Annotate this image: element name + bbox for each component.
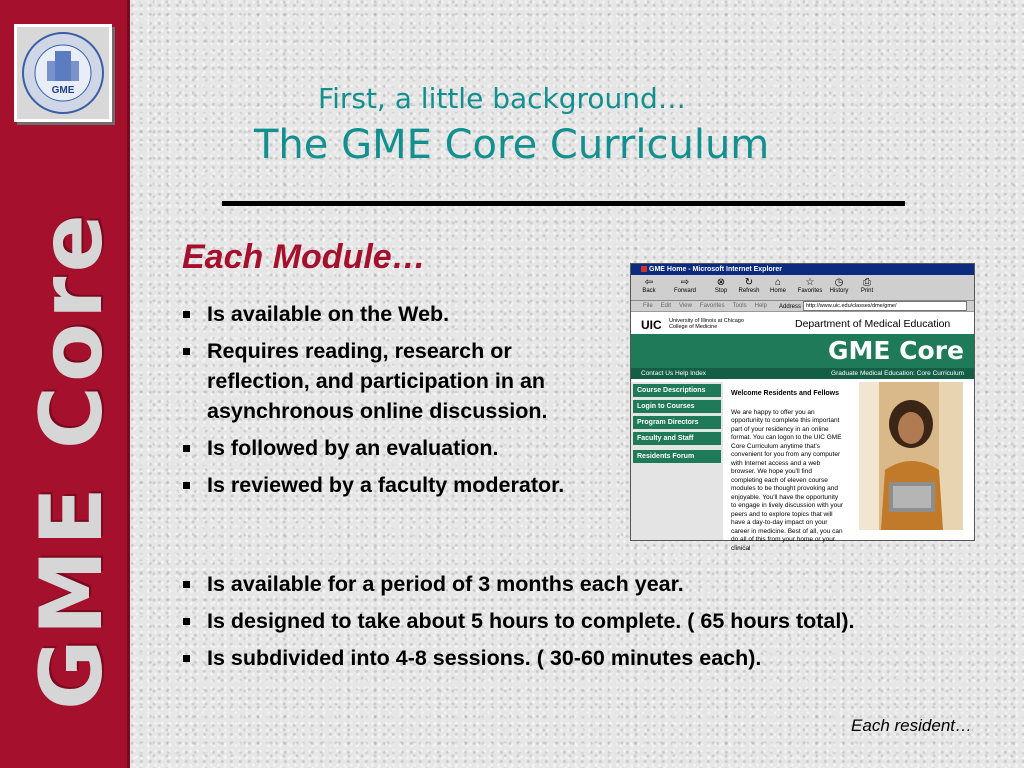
logo-abbr: GME <box>51 85 75 96</box>
slide-title: The GME Core Curriculum <box>254 122 770 168</box>
bullet-item <box>182 336 602 426</box>
footer-note: Each resident… <box>851 716 972 735</box>
bullet-marker <box>183 445 190 452</box>
bullet-list-top <box>182 299 602 507</box>
toolbar-label: Forward <box>673 288 696 294</box>
printer-icon: ⎙ <box>863 277 871 288</box>
site-nav <box>631 368 974 379</box>
title-divider <box>222 201 905 206</box>
menu-view[interactable]: View <box>679 303 692 309</box>
menu-help[interactable]: Help <box>754 303 767 309</box>
bullet-marker <box>183 581 190 588</box>
nav-links[interactable]: Contact Us Help Index <box>641 370 707 377</box>
stop-button[interactable] <box>707 277 735 294</box>
toolbar-label: Print <box>860 288 874 294</box>
refresh-icon: ↻ <box>744 277 754 288</box>
site-sidebar <box>631 382 723 540</box>
bullet-text: Is reviewed by a faculty moderator. <box>207 473 565 497</box>
resident-photo <box>859 382 963 530</box>
bullet-item <box>182 299 602 329</box>
bullet-item <box>182 569 942 599</box>
bullet-list-bottom <box>182 569 942 680</box>
bullet-text: Is available for a period of 3 months each year. <box>207 572 684 596</box>
uic-sub-2: College of Medicine <box>669 324 718 330</box>
history-button[interactable] <box>825 277 853 294</box>
ie-icon <box>641 266 647 272</box>
uic-header <box>631 314 974 334</box>
welcome-section <box>731 390 843 553</box>
residents-forum-link[interactable]: Residents Forum <box>633 450 721 463</box>
back-button[interactable] <box>635 277 663 294</box>
bullet-item <box>182 643 942 673</box>
bullet-text: Is followed by an evaluation. <box>207 436 499 460</box>
department-logo <box>14 24 112 122</box>
uic-sub-1: University of Illinois at Chicago <box>669 318 744 324</box>
forward-button[interactable] <box>671 277 699 294</box>
home-button[interactable] <box>764 277 792 294</box>
browser-title: GME Home - Microsoft Internet Explorer <box>649 266 783 273</box>
sidebar-edge <box>127 0 130 768</box>
bullet-text: Is designed to take about 5 hours to complete. ( 65 hours total). <box>207 609 855 633</box>
browser-titlebar <box>631 264 974 275</box>
sidebar <box>0 0 130 768</box>
uic-logo: UIC <box>641 318 662 332</box>
course-descriptions-link[interactable]: Course Descriptions <box>633 384 721 397</box>
toolbar-label: Favorites <box>797 288 823 294</box>
address-input[interactable]: http://www.uic.edu/classes/dme/gme/ <box>803 301 967 311</box>
home-icon: ⌂ <box>774 277 782 288</box>
welcome-heading: Welcome Residents and Fellows <box>731 390 840 397</box>
favorites-button[interactable] <box>796 277 824 294</box>
department-name: Department of Medical Education <box>795 318 951 330</box>
section-heading: Each Module… <box>182 238 426 276</box>
menu-favorites[interactable]: Favorites <box>699 303 725 309</box>
resident-photo-image <box>859 382 963 530</box>
address-label: Address <box>779 303 802 310</box>
welcome-text: We are happy to offer you an opportunity to complete this important part of your residency in an online format. You can logon to the UIC GME Core Curriculum anytime that's convenient for you from any computer with Internet access and a web browser. We hope you'll find completing each of eleven course modules to be thought provoking and enjoyable. You'll have the opportunity to engage in lively discussion with your peers and to explore topics that will have a day-to-day impact on your career in medicine. Best of all, you can do all of this from your home or your clinical <box>731 408 844 552</box>
bullet-text: Is subdivided into 4-8 sessions. ( 30-60 minutes each). <box>207 646 762 670</box>
browser-screenshot <box>630 263 975 552</box>
bullet-marker <box>183 655 190 662</box>
bullet-marker <box>183 482 190 489</box>
refresh-button[interactable] <box>735 277 763 294</box>
banner-title: GME Core <box>828 336 964 365</box>
bullet-item <box>182 606 942 636</box>
login-to-courses-link[interactable]: Login to Courses <box>633 400 721 413</box>
stop-icon: ⊗ <box>716 277 726 288</box>
bullet-marker <box>183 618 190 625</box>
toolbar-label: Home <box>769 288 786 294</box>
favorites-icon: ☆ <box>805 277 815 288</box>
toolbar-label: Refresh <box>738 288 760 294</box>
menu-file[interactable]: File <box>643 303 653 309</box>
forward-arrow-icon: ⇨ <box>680 277 690 288</box>
faculty-and-staff-link[interactable]: Faculty and Staff <box>633 432 721 445</box>
bullet-marker <box>183 311 190 318</box>
program-directors-link[interactable]: Program Directors <box>633 416 721 429</box>
gme-banner <box>631 334 974 368</box>
history-icon: ◷ <box>834 277 844 288</box>
browser-toolbar <box>631 275 974 301</box>
back-arrow-icon: ⇦ <box>644 277 654 288</box>
bullet-item <box>182 433 602 463</box>
toolbar-label: History <box>829 288 849 294</box>
uic-subtitle <box>669 318 744 330</box>
bullet-marker <box>183 348 190 355</box>
slide-subtitle: First, a little background… <box>318 82 686 115</box>
bullet-text: Requires reading, research or reflection, and participation in an asynchronous online discussion. <box>207 339 548 423</box>
bullet-item <box>182 470 602 500</box>
menu-edit[interactable]: Edit <box>660 303 672 309</box>
toolbar-label: Stop <box>714 288 728 294</box>
bullet-text: Is available on the Web. <box>207 302 450 326</box>
nav-caption: Graduate Medical Education: Core Curriculum <box>831 370 964 377</box>
address-bar <box>779 301 969 311</box>
vertical-title: GME Core <box>22 210 122 710</box>
toolbar-label: Back <box>642 288 656 294</box>
menu-tools[interactable]: Tools <box>732 303 747 309</box>
print-button[interactable] <box>853 277 881 294</box>
logo-seal-icon <box>17 27 109 119</box>
